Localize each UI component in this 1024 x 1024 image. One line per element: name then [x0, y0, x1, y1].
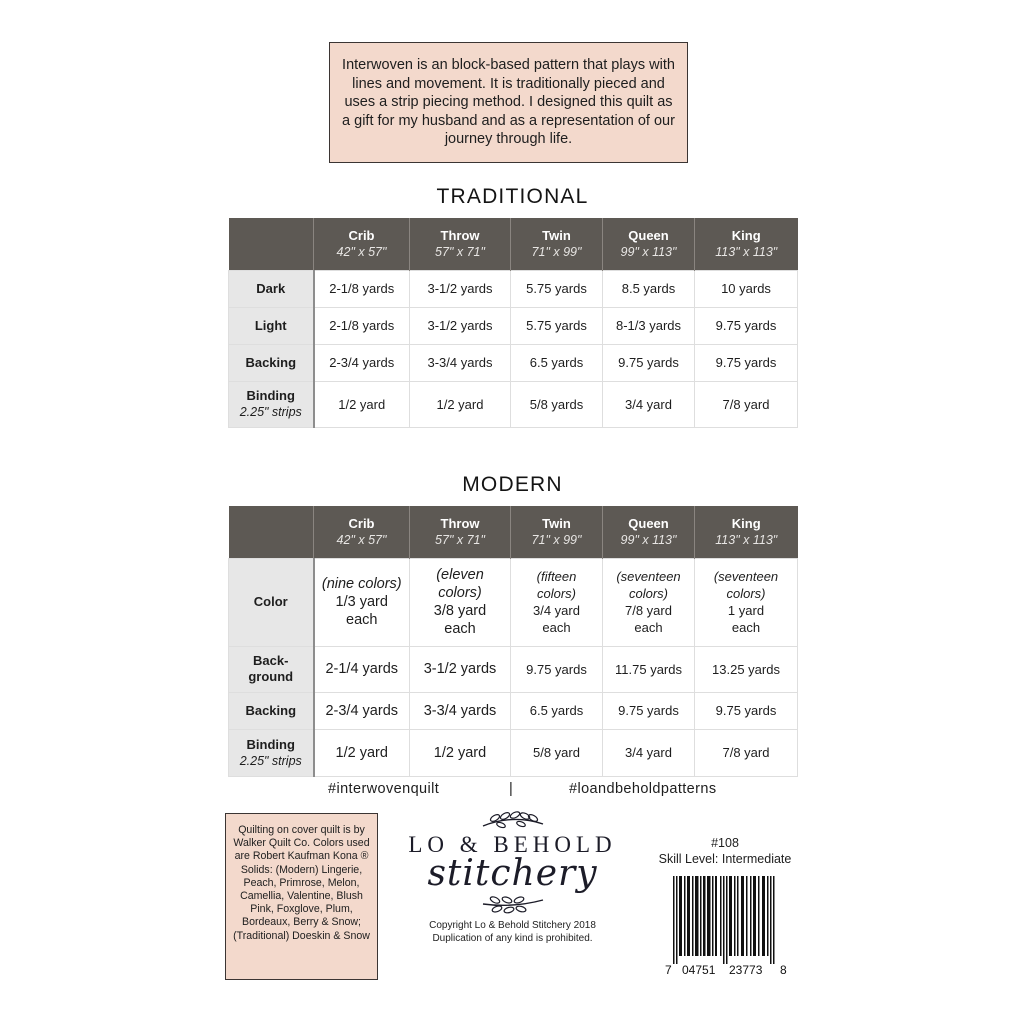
table-cell: 13.25 yards — [695, 646, 798, 692]
table-cell: (seventeen colors) 1 yard each — [695, 558, 798, 646]
table-cell: (eleven colors) 3/8 yard each — [410, 558, 511, 646]
table-cell: 1/2 yard — [410, 729, 511, 776]
table-cell: (nine colors) 1/3 yard each — [314, 558, 410, 646]
row-label: Backing — [229, 344, 314, 381]
table-cell: 2-3/4 yards — [314, 344, 410, 381]
hashtag-bar — [228, 781, 797, 801]
table-cell: 6.5 yards — [511, 692, 603, 729]
table-header-row — [229, 218, 798, 270]
credits-text: Quilting on cover quilt is by Walker Quilt Co. Colors used are Robert Kaufman Kona ® Solids: (Modern) Lingerie, Peach, Primrose, Melon, Camellia, Valentine, Blush Pink, Foxglove, Plum, Bordeaux, Berry & Snow; (Traditional) Doeskin & Snow — [233, 824, 370, 942]
table-cell: (seventeen colors) 7/8 yard each — [603, 558, 695, 646]
table-row — [229, 344, 798, 381]
column-header: Crib 42" x 57" — [314, 218, 410, 270]
column-header: King 113" x 113" — [695, 506, 798, 558]
row-label: Binding 2.25" strips — [229, 381, 314, 427]
hashtag-quilt: #interwovenquilt — [328, 781, 440, 797]
table-cell: 5/8 yards — [511, 381, 603, 427]
table-cell: 3-3/4 yards — [410, 344, 511, 381]
credits-box — [225, 813, 378, 980]
table-cell: 3/4 yard — [603, 381, 695, 427]
table-cell: 2-1/8 yards — [314, 307, 410, 344]
table-cell: (fifteen colors) 3/4 yard each — [511, 558, 603, 646]
row-label: Binding 2.25" strips — [229, 729, 314, 776]
skill-level: Skill Level: Intermediate — [658, 851, 792, 866]
modern-title: MODERN — [462, 473, 563, 496]
hashtag-brand: #loandbeholdpatterns — [569, 781, 717, 797]
product-info — [640, 836, 810, 867]
table-cell: 3/4 yard — [603, 729, 695, 776]
table-cell: 9.75 yards — [511, 646, 603, 692]
svg-text:23773: 23773 — [729, 963, 763, 976]
brand-script: stitchery — [427, 853, 598, 894]
column-header: Throw 57" x 71" — [410, 218, 511, 270]
row-label: Dark — [229, 270, 314, 307]
pattern-number: #108 — [711, 836, 739, 850]
row-label: Back-ground — [229, 646, 314, 692]
row-label: Light — [229, 307, 314, 344]
traditional-table — [228, 218, 798, 428]
table-cell: 1/2 yard — [314, 729, 410, 776]
table-cell: 9.75 yards — [695, 344, 798, 381]
svg-text:8: 8 — [780, 963, 787, 976]
table-row — [229, 270, 798, 307]
column-header: Twin 71" x 99" — [511, 506, 603, 558]
svg-text:7: 7 — [665, 963, 672, 976]
row-label: Backing — [229, 692, 314, 729]
table-cell: 9.75 yards — [603, 692, 695, 729]
table-cell: 2-1/8 yards — [314, 270, 410, 307]
table-cell: 2-1/4 yards — [314, 646, 410, 692]
table-row — [229, 381, 798, 427]
table-cell: 6.5 yards — [511, 344, 603, 381]
table-cell: 2-3/4 yards — [314, 692, 410, 729]
laurel-top-icon — [481, 810, 545, 830]
barcode-icon — [665, 876, 790, 976]
intro-text: Interwoven is an block-based pattern that plays with lines and movement. It is traditionally pieced and uses a strip piecing method. I designed this quilt as a gift for my husband and as a representation of our journey through life. — [342, 57, 675, 148]
column-header: Queen 99" x 113" — [603, 218, 695, 270]
table-row-color — [229, 558, 798, 646]
corner-cell — [229, 506, 314, 558]
column-header: Throw 57" x 71" — [410, 506, 511, 558]
table-cell: 5/8 yard — [511, 729, 603, 776]
table-header-row — [229, 506, 798, 558]
table-cell: 8-1/3 yards — [603, 307, 695, 344]
table-cell: 9.75 yards — [695, 692, 798, 729]
table-cell: 1/2 yard — [410, 381, 511, 427]
table-cell: 3-3/4 yards — [410, 692, 511, 729]
brand-logo — [390, 810, 635, 945]
table-row — [229, 307, 798, 344]
table-row — [229, 692, 798, 729]
svg-text:04751: 04751 — [682, 963, 716, 976]
table-cell: 9.75 yards — [695, 307, 798, 344]
table-cell: 10 yards — [695, 270, 798, 307]
corner-cell — [229, 218, 314, 270]
table-cell: 3-1/2 yards — [410, 307, 511, 344]
table-cell: 11.75 yards — [603, 646, 695, 692]
modern-table — [228, 506, 798, 777]
copyright-text: Copyright Lo & Behold Stitchery 2018 Duplication of any kind is prohibited. — [429, 920, 596, 944]
column-header: King 113" x 113" — [695, 218, 798, 270]
column-header: Twin 71" x 99" — [511, 218, 603, 270]
table-row — [229, 729, 798, 776]
table-cell: 3-1/2 yards — [410, 646, 511, 692]
laurel-bottom-icon — [481, 894, 545, 914]
brand-name: LO & BEHOLD — [408, 832, 617, 857]
table-cell: 5.75 yards — [511, 307, 603, 344]
table-cell: 7/8 yard — [695, 381, 798, 427]
column-header: Queen 99" x 113" — [603, 506, 695, 558]
table-cell: 3-1/2 yards — [410, 270, 511, 307]
table-cell: 5.75 yards — [511, 270, 603, 307]
table-row — [229, 646, 798, 692]
intro-description-box — [329, 42, 688, 163]
table-cell: 9.75 yards — [603, 344, 695, 381]
column-header: Crib 42" x 57" — [314, 506, 410, 558]
hashtag-separator: | — [509, 781, 514, 797]
table-cell: 1/2 yard — [314, 381, 410, 427]
traditional-title: TRADITIONAL — [436, 185, 589, 208]
table-cell: 7/8 yard — [695, 729, 798, 776]
row-label: Color — [229, 558, 314, 646]
table-cell: 8.5 yards — [603, 270, 695, 307]
